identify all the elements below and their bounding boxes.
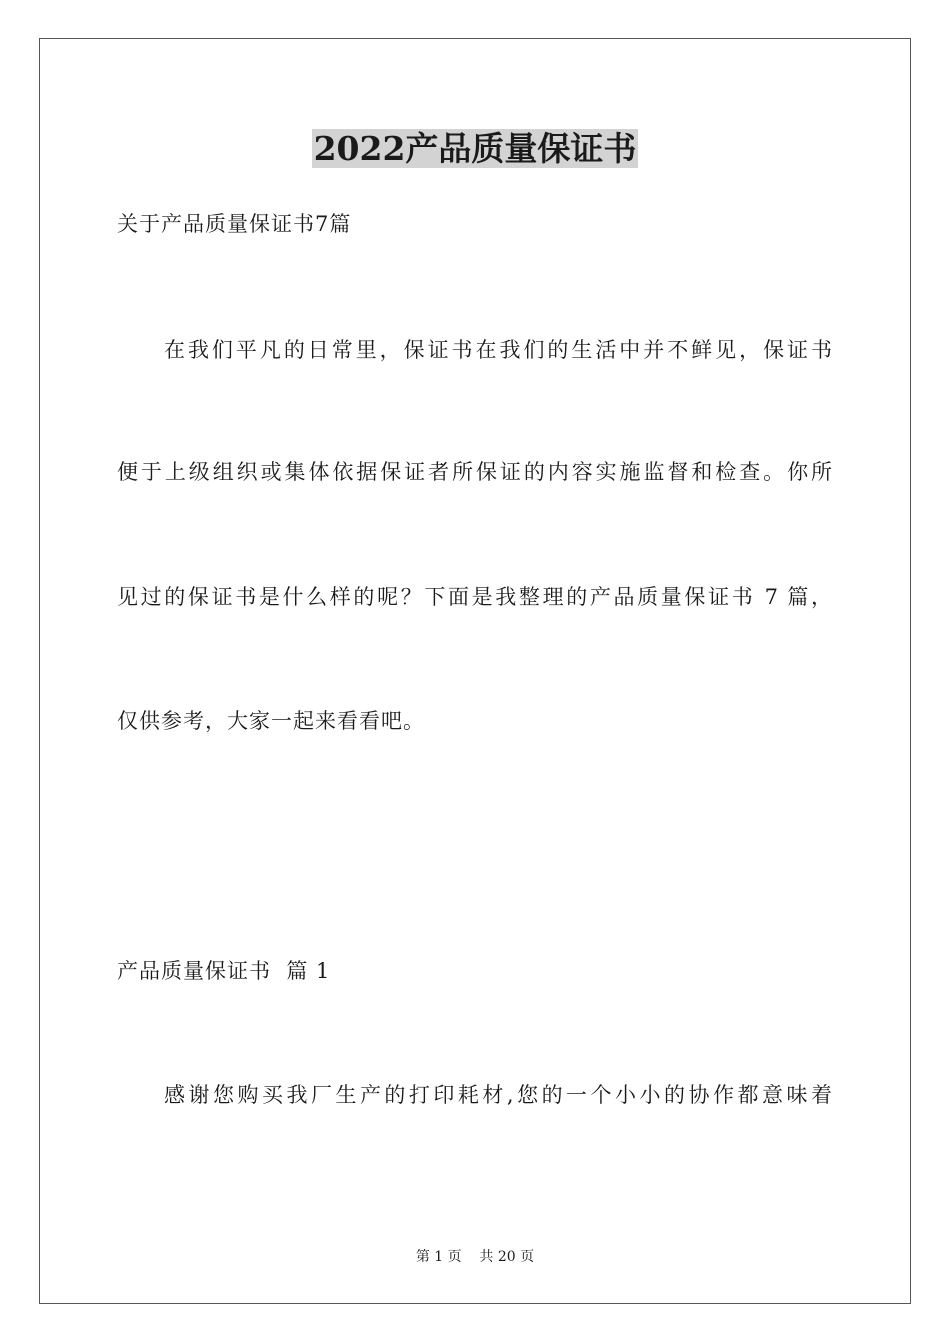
intro-paragraph-line: 仅供参考，大家一起来看看吧。 — [117, 709, 425, 733]
intro-paragraph-line: 在我们平凡的日常里，保证书在我们的生活中并不鲜见，保证书 — [164, 338, 832, 362]
section-paragraph-line: 感谢您购买我厂生产的打印耗材,您的一个小小的协作都意味着 — [164, 1083, 832, 1107]
document-title — [0, 126, 950, 172]
document-subtitle: 关于产品质量保证书7篇 — [117, 212, 352, 236]
intro-paragraph-line: 便于上级组织或集体依据保证者所保证的内容实施监督和检查。你所 — [117, 460, 832, 484]
page-footer: 第 1 页 共 20 页 — [415, 1249, 535, 1265]
document-title-text: 2022产品质量保证书 — [313, 129, 637, 168]
section-heading: 产品质量保证书 篇 1 — [117, 959, 331, 983]
intro-paragraph-line: 见过的保证书是什么样的呢？下面是我整理的产品质量保证书 7 篇， — [117, 585, 832, 609]
